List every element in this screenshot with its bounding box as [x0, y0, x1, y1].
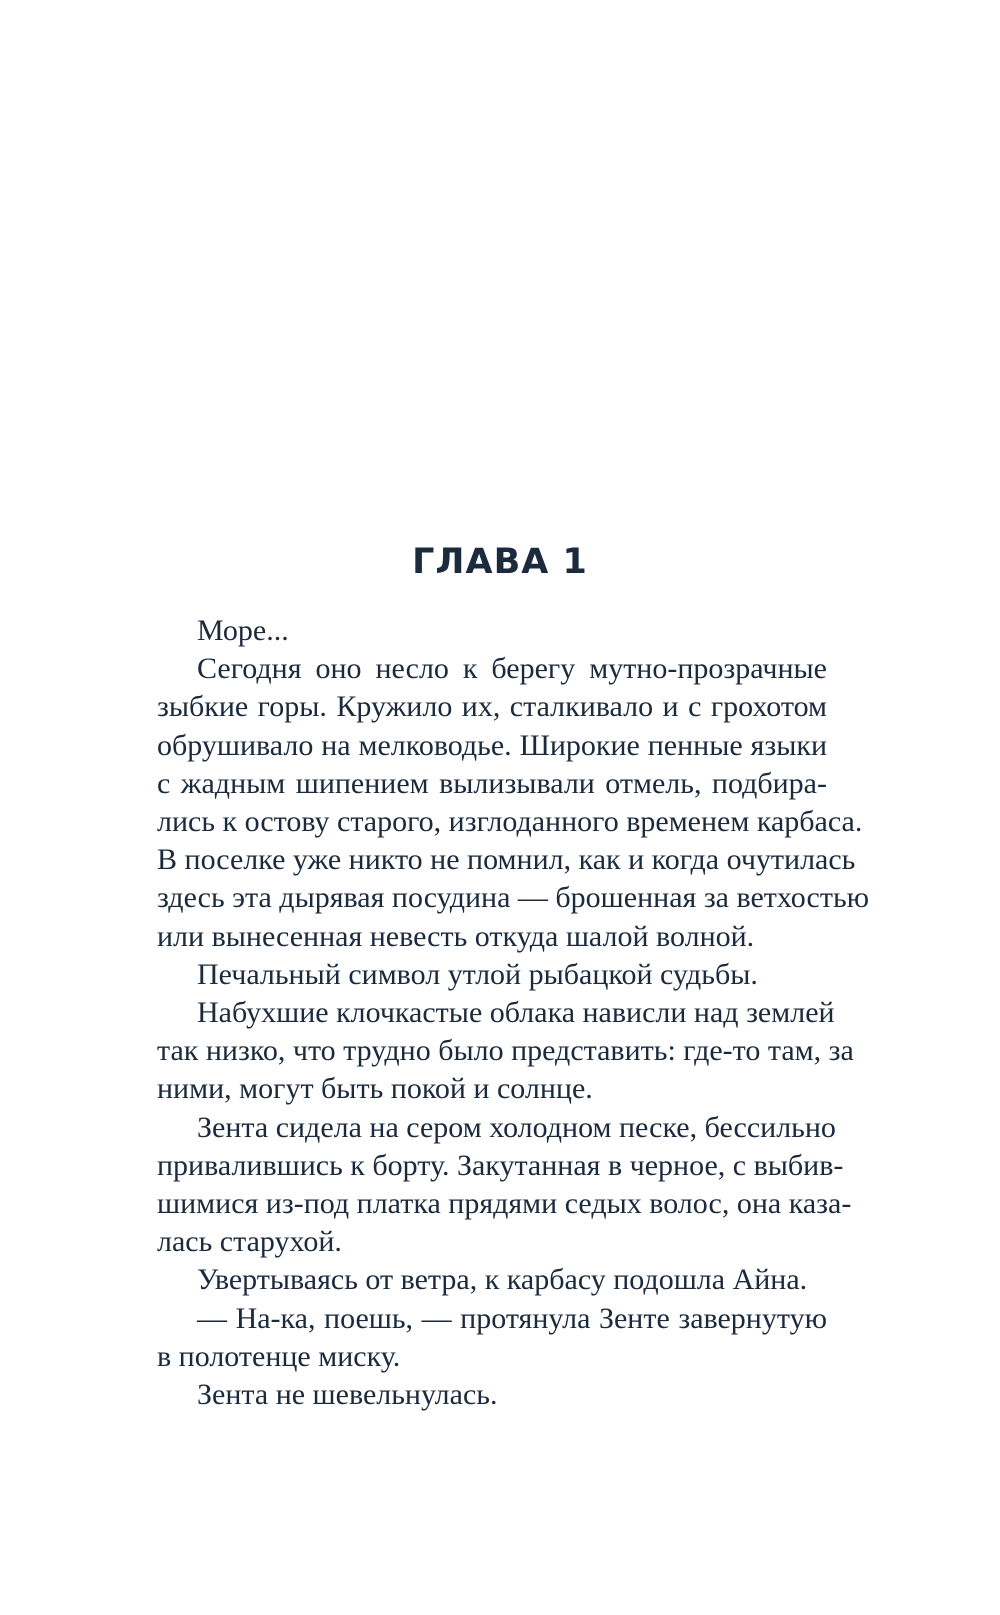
- paragraph-4: [117, 994, 854, 1109]
- text-line: с жадным шипением вылизывали отмель, подбира-: [157, 766, 827, 800]
- paragraph-2: [117, 650, 870, 956]
- text-line: Печальный символ утлой рыбацкой судьбы.: [197, 957, 758, 991]
- paragraph-5: [117, 1109, 852, 1262]
- text-line: зыбкие горы. Кружило их, сталкивало и с грохотом: [157, 690, 827, 724]
- paragraph-6: [117, 1261, 827, 1299]
- text-line: так низко, что трудно было представить: где-то там, за: [157, 1034, 854, 1068]
- chapter-title: ГЛАВА 1: [412, 542, 588, 582]
- text-line: Море...: [197, 614, 289, 647]
- text-line: обрушивало на мелководье. Широкие пенные языки: [157, 728, 827, 762]
- text-line: в полотенце миску.: [157, 1339, 401, 1373]
- text-line: Зента сидела на сером холодном песке, бессильно: [197, 1110, 836, 1144]
- text-line: здесь эта дырявая посудина — брошенная за ветхостью: [157, 881, 870, 915]
- text-line: шимися из-под платка прядями седых волос, она каза-: [157, 1187, 852, 1221]
- text-line: — На-ка, поешь, — протянула Зенте завернутую: [197, 1301, 827, 1335]
- text-line: или вынесенная невесть откуда шалой волной.: [157, 919, 755, 953]
- text-line: В поселке уже никто не помнил, как и когда очутилась: [157, 843, 856, 877]
- paragraph-3: [117, 956, 827, 994]
- text-line: привалившись к борту. Закутанная в черное, с выбив-: [157, 1148, 844, 1182]
- text-line: лась старухой.: [157, 1225, 342, 1259]
- chapter-body: [117, 612, 870, 1414]
- paragraph-7: [117, 1300, 827, 1376]
- text-line: Увертываясь от ветра, к карбасу подошла Айна.: [197, 1263, 808, 1297]
- paragraph-1: [117, 612, 827, 650]
- text-line: Зента не шевельнулась.: [197, 1378, 498, 1412]
- paragraph-8: [117, 1376, 827, 1414]
- text-line: Сегодня оно несло к берегу мутно-прозрачные: [197, 652, 827, 686]
- text-line: ними, могут быть покой и солнце.: [157, 1072, 593, 1106]
- text-line: Набухшие клочкастые облака нависли над землей: [197, 996, 835, 1030]
- text-line: лись к остову старого, изглоданного временем карбаса.: [157, 805, 863, 839]
